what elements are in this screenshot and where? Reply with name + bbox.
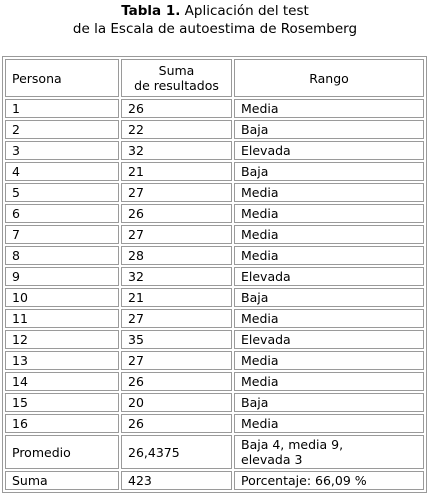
cell-rango: Baja [234, 162, 424, 181]
suma-value: 423 [121, 471, 232, 490]
cell-suma: 26 [121, 414, 232, 433]
table-row [5, 267, 424, 286]
cell-rango: Media [234, 372, 424, 391]
cell-suma: 26 [121, 204, 232, 223]
caption-label: Tabla 1. [121, 3, 181, 19]
cell-rango: Media [234, 99, 424, 118]
results-table [2, 56, 427, 493]
cell-suma: 27 [121, 183, 232, 202]
promedio-value: 26,4375 [121, 435, 232, 469]
table-caption [0, 2, 430, 38]
cell-suma: 21 [121, 288, 232, 307]
cell-rango: Media [234, 246, 424, 265]
promedio-rango [234, 435, 424, 469]
header-row [5, 59, 424, 97]
cell-suma: 27 [121, 309, 232, 328]
cell-rango: Media [234, 351, 424, 370]
cell-persona: 8 [5, 246, 119, 265]
cell-suma: 21 [121, 162, 232, 181]
cell-persona: 12 [5, 330, 119, 349]
table-row [5, 99, 424, 118]
cell-persona: 9 [5, 267, 119, 286]
cell-persona: 5 [5, 183, 119, 202]
suma-label: Suma [5, 471, 119, 490]
cell-persona: 7 [5, 225, 119, 244]
cell-rango: Baja [234, 288, 424, 307]
caption-line-2: de la Escala de autoestima de Rosemberg [72, 21, 358, 37]
table-body [5, 99, 424, 433]
header-rango: Rango [234, 59, 424, 97]
suma-porcentaje: Porcentaje: 66,09 % [234, 471, 424, 490]
cell-rango: Media [234, 183, 424, 202]
cell-rango: Media [234, 309, 424, 328]
cell-suma: 22 [121, 120, 232, 139]
cell-persona: 10 [5, 288, 119, 307]
cell-suma: 26 [121, 372, 232, 391]
table-row [5, 225, 424, 244]
table-row [5, 141, 424, 160]
table-row [5, 414, 424, 433]
cell-rango: Baja [234, 120, 424, 139]
header-persona: Persona [5, 59, 119, 97]
cell-persona: 14 [5, 372, 119, 391]
cell-rango: Media [234, 414, 424, 433]
table-row [5, 393, 424, 412]
table-row [5, 246, 424, 265]
table-row [5, 330, 424, 349]
cell-suma: 28 [121, 246, 232, 265]
table-row [5, 372, 424, 391]
cell-rango: Baja [234, 393, 424, 412]
header-suma [121, 59, 232, 97]
table-row [5, 288, 424, 307]
promedio-rango-line-1: Baja 4, media 9, [241, 437, 344, 452]
cell-suma: 27 [121, 351, 232, 370]
cell-rango: Elevada [234, 141, 424, 160]
cell-suma: 35 [121, 330, 232, 349]
cell-persona: 3 [5, 141, 119, 160]
promedio-label: Promedio [5, 435, 119, 469]
cell-suma: 20 [121, 393, 232, 412]
cell-persona: 6 [5, 204, 119, 223]
cell-suma: 32 [121, 141, 232, 160]
table-row [5, 162, 424, 181]
cell-rango: Elevada [234, 330, 424, 349]
header-suma-line-1: Suma [158, 63, 195, 78]
caption-line-1 [0, 2, 430, 20]
caption-title: Aplicación del test [180, 3, 309, 19]
cell-rango: Elevada [234, 267, 424, 286]
suma-row [5, 471, 424, 490]
cell-persona: 13 [5, 351, 119, 370]
cell-persona: 11 [5, 309, 119, 328]
header-suma-line-2: de resultados [134, 78, 219, 93]
cell-persona: 1 [5, 99, 119, 118]
cell-rango: Media [234, 225, 424, 244]
cell-rango: Media [234, 204, 424, 223]
cell-persona: 2 [5, 120, 119, 139]
table-row [5, 309, 424, 328]
cell-persona: 15 [5, 393, 119, 412]
cell-suma: 26 [121, 99, 232, 118]
table-row [5, 351, 424, 370]
cell-persona: 16 [5, 414, 119, 433]
cell-persona: 4 [5, 162, 119, 181]
cell-suma: 32 [121, 267, 232, 286]
promedio-row [5, 435, 424, 469]
table-row [5, 204, 424, 223]
table-row [5, 183, 424, 202]
promedio-rango-line-2: elevada 3 [241, 452, 303, 467]
cell-suma: 27 [121, 225, 232, 244]
table-row [5, 120, 424, 139]
